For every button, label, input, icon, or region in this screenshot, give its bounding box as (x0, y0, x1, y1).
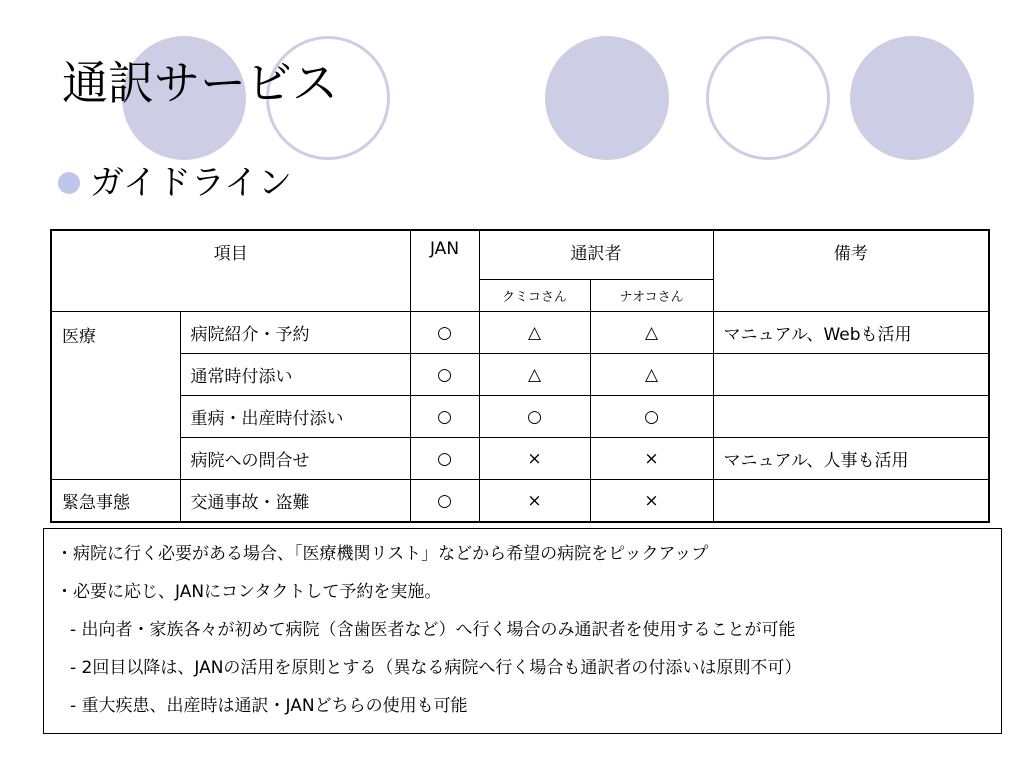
row-item: 重病・出産時付添い (180, 396, 410, 438)
note-subline: - 重大疾患、出産時は通訳・JANどちらの使用も可能 (70, 696, 468, 716)
table-row (51, 312, 989, 354)
row-jan: ○ (410, 396, 479, 438)
row-remarks (713, 396, 989, 438)
table-row (51, 480, 989, 523)
table-row (51, 396, 989, 438)
row-kumiko: × (479, 438, 590, 480)
header-kumiko: クミコさん (479, 280, 590, 312)
table-header-row (51, 230, 989, 280)
guideline-table (50, 229, 990, 523)
row-kumiko: ○ (479, 396, 590, 438)
group-label: 医療 (51, 312, 180, 480)
note-subline: - 出向者・家族各々が初めて病院（含歯医者など）へ行く場合のみ通訳者を使用することが可能 (70, 620, 796, 640)
row-jan: ○ (410, 312, 479, 354)
note-line: ・病院に行く必要がある場合、「医療機関リスト」などから希望の病院をピックアップ (56, 544, 709, 564)
header-naoko: ナオコさん (590, 280, 713, 312)
row-item: 病院への問合せ (180, 438, 410, 480)
header-remarks: 備考 (713, 230, 989, 312)
decor-circle-outline (706, 36, 830, 160)
row-kumiko: △ (479, 354, 590, 396)
note-line: ・必要に応じ、JANにコンタクトして予約を実施。 (56, 582, 442, 602)
row-remarks: マニュアル、Webも活用 (713, 312, 989, 354)
row-naoko: × (590, 438, 713, 480)
row-naoko: △ (590, 354, 713, 396)
row-jan: ○ (410, 480, 479, 523)
row-item: 交通事故・盗難 (180, 480, 410, 523)
row-jan: ○ (410, 354, 479, 396)
header-jan: JAN (410, 230, 479, 312)
row-naoko: ○ (590, 396, 713, 438)
notes-box (43, 528, 1002, 734)
row-naoko: × (590, 480, 713, 523)
row-naoko: △ (590, 312, 713, 354)
row-kumiko: × (479, 480, 590, 523)
decor-circle-filled (545, 36, 669, 160)
bullet-heading-text: ガイドライン (90, 163, 292, 203)
table-row (51, 438, 989, 480)
group-label: 緊急事態 (51, 480, 180, 523)
table-row (51, 354, 989, 396)
header-item: 項目 (51, 230, 410, 312)
row-kumiko: △ (479, 312, 590, 354)
row-remarks (713, 354, 989, 396)
slide-title: 通訳サービス (62, 56, 338, 110)
bullet-heading (58, 163, 292, 203)
row-item: 通常時付添い (180, 354, 410, 396)
decor-circle-filled (850, 36, 974, 160)
row-item: 病院紹介・予約 (180, 312, 410, 354)
header-interpreter: 通訳者 (479, 230, 713, 280)
row-remarks: マニュアル、人事も活用 (713, 438, 989, 480)
note-subline: - 2回目以降は、JANの活用を原則とする（異なる病院へ行く場合も通訳者の付添いは原則不可） (70, 658, 802, 678)
row-jan: ○ (410, 438, 479, 480)
row-remarks (713, 480, 989, 523)
bullet-dot-icon (58, 172, 80, 194)
